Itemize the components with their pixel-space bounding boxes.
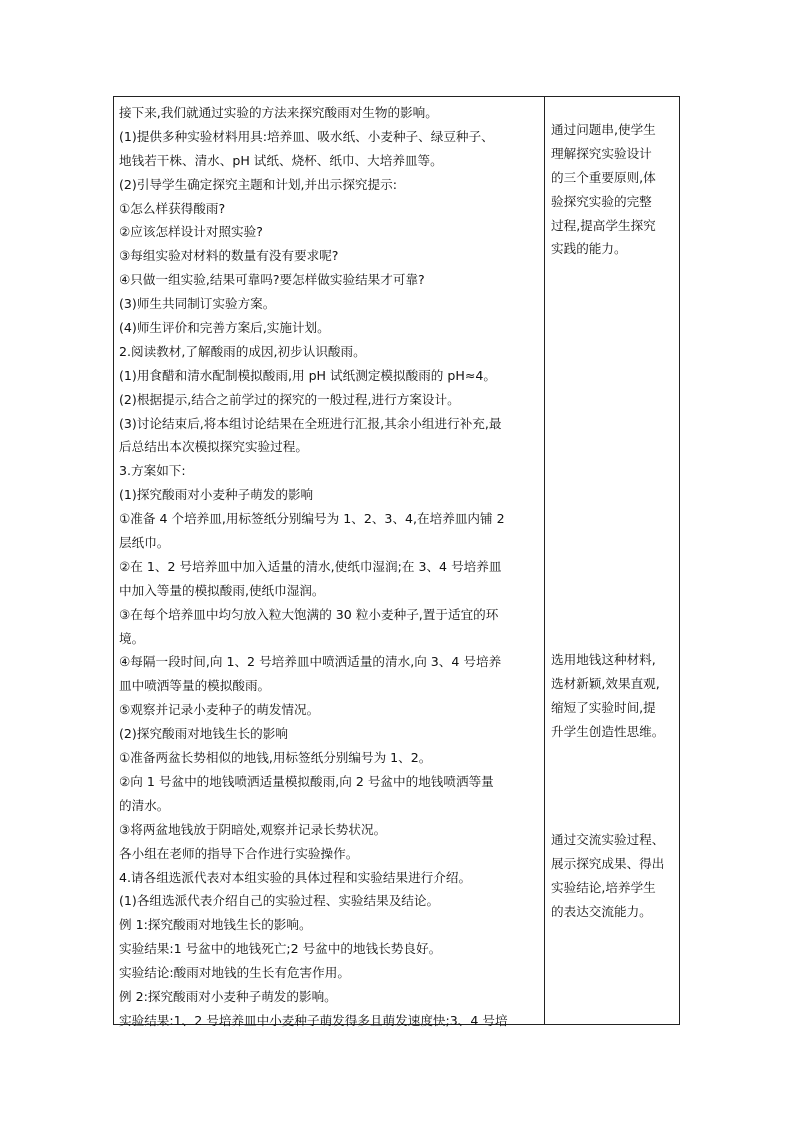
text-line: (1)探究酸雨对小麦种子萌发的影响 xyxy=(119,487,314,503)
text-line: ②在 1、2 号培养皿中加入适量的清水,使纸巾湿润;在 3、4 号培养皿 xyxy=(119,558,502,574)
text-line: 中加入等量的模拟酸雨,使纸巾湿润。 xyxy=(119,582,325,598)
note-line: 通过问题串,使学生 xyxy=(551,122,656,137)
text-line: (1)提供多种实验材料用具:培养皿、吸水纸、小麦种子、绿豆种子、 xyxy=(119,128,494,144)
text-line: 接下来,我们就通过实验的方法来探究酸雨对生物的影响。 xyxy=(119,105,438,120)
text-line: ②向 1 号盆中的地钱喷洒适量模拟酸雨,向 2 号盆中的地钱喷洒等量 xyxy=(119,773,494,789)
text-line: ①怎么样获得酸雨? xyxy=(119,200,226,216)
text-line: ①准备 4 个培养皿,用标签纸分别编号为 1、2、3、4,在培养皿内铺 2 xyxy=(119,511,505,527)
teaching-process-column xyxy=(119,101,540,1033)
text-line: (2)引导学生确定探究主题和计划,并出示探究提示: xyxy=(119,176,397,192)
text-line: ⑤观察并记录小麦种子的萌发情况。 xyxy=(119,702,320,718)
note-line: 过程,提高学生探究 xyxy=(551,217,656,233)
design-note-3 xyxy=(551,828,677,924)
design-note-2 xyxy=(551,648,677,744)
text-line: ④每隔一段时间,向 1、2 号培养皿中喷洒适量的清水,向 3、4 号培养 xyxy=(119,654,502,670)
text-line: 实验结论:酸雨对地钱的生长有危害作用。 xyxy=(119,965,350,981)
text-line: ④只做一组实验,结果可靠吗?要怎样做实验结果才可靠? xyxy=(119,272,425,288)
note-line: 通过交流实验过程、 xyxy=(551,832,665,847)
text-line: 各小组在老师的指导下合作进行实验操作。 xyxy=(119,845,359,861)
text-line: 实验结果:1 号盆中的地钱死亡;2 号盆中的地钱长势良好。 xyxy=(119,941,442,957)
text-line: 后总结出本次模拟探究实验过程。 xyxy=(119,439,308,455)
text-line: ③每组实验对材料的数量有没有要求呢? xyxy=(119,248,339,264)
text-line: 实验结果:1、2 号培养皿中小麦种子萌发得多且萌发速度快;3、4 号培 xyxy=(119,1012,508,1028)
text-line: 例 1:探究酸雨对地钱生长的影响。 xyxy=(119,917,312,933)
text-line: ②应该怎样设计对照实验? xyxy=(119,224,263,240)
note-line: 的三个重要原则,体 xyxy=(551,169,656,185)
text-line: 4.请各组选派代表对本组实验的具体过程和实验结果进行介绍。 xyxy=(119,869,472,885)
note-line: 缩短了实验时间,提 xyxy=(551,699,656,715)
text-line: (4)师生评价和完善方案后,实施计划。 xyxy=(119,320,330,336)
design-note-1 xyxy=(551,118,677,261)
note-line: 选材新颖,效果直观, xyxy=(551,675,660,691)
text-line: (3)师生共同制订实验方案。 xyxy=(119,296,276,312)
text-line: (1)各组选派代表介绍自己的实验过程、实验结果及结论。 xyxy=(119,893,440,909)
note-line: 理解探究实验设计 xyxy=(551,145,652,161)
column-divider xyxy=(544,97,545,1024)
text-line: 皿中喷洒等量的模拟酸雨。 xyxy=(119,678,271,694)
text-line: 层纸巾。 xyxy=(119,535,170,551)
text-line: (3)讨论结束后,将本组讨论结果在全班进行汇报,其余小组进行补充,最 xyxy=(119,415,502,431)
text-line: 境。 xyxy=(119,630,145,646)
text-line: 3.方案如下: xyxy=(119,463,186,479)
text-line: ①准备两盆长势相似的地钱,用标签纸分别编号为 1、2。 xyxy=(119,750,432,766)
lesson-table xyxy=(113,96,680,1028)
text-line: (2)根据提示,结合之前学过的探究的一般过程,进行方案设计。 xyxy=(119,391,460,407)
note-line: 实验结论,培养学生 xyxy=(551,879,656,895)
text-line: 例 2:探究酸雨对小麦种子萌发的影响。 xyxy=(119,988,337,1004)
note-line: 实践的能力。 xyxy=(551,241,627,257)
text-line: 地钱若干株、清水、pH 试纸、烧杯、纸巾、大培养皿等。 xyxy=(119,152,443,168)
note-line: 选用地钱这种材料, xyxy=(551,652,656,667)
text-line: (2)探究酸雨对地钱生长的影响 xyxy=(119,726,288,742)
text-line: ③在每个培养皿中均匀放入粒大饱满的 30 粒小麦种子,置于适宜的环 xyxy=(119,606,499,622)
text-line: ③将两盆地钱放于阴暗处,观察并记录长势状况。 xyxy=(119,821,387,837)
note-line: 升学生创造性思维。 xyxy=(551,723,665,739)
note-line: 验探究实验的完整 xyxy=(551,193,652,209)
note-line: 的表达交流能力。 xyxy=(551,903,652,919)
text-line: 2.阅读教材,了解酸雨的成因,初步认识酸雨。 xyxy=(119,343,366,359)
text-line: (1)用食醋和清水配制模拟酸雨,用 pH 试纸测定模拟酸雨的 pH≈4。 xyxy=(119,367,497,383)
note-line: 展示探究成果、得出 xyxy=(551,855,665,871)
text-line: 的清水。 xyxy=(119,797,170,813)
